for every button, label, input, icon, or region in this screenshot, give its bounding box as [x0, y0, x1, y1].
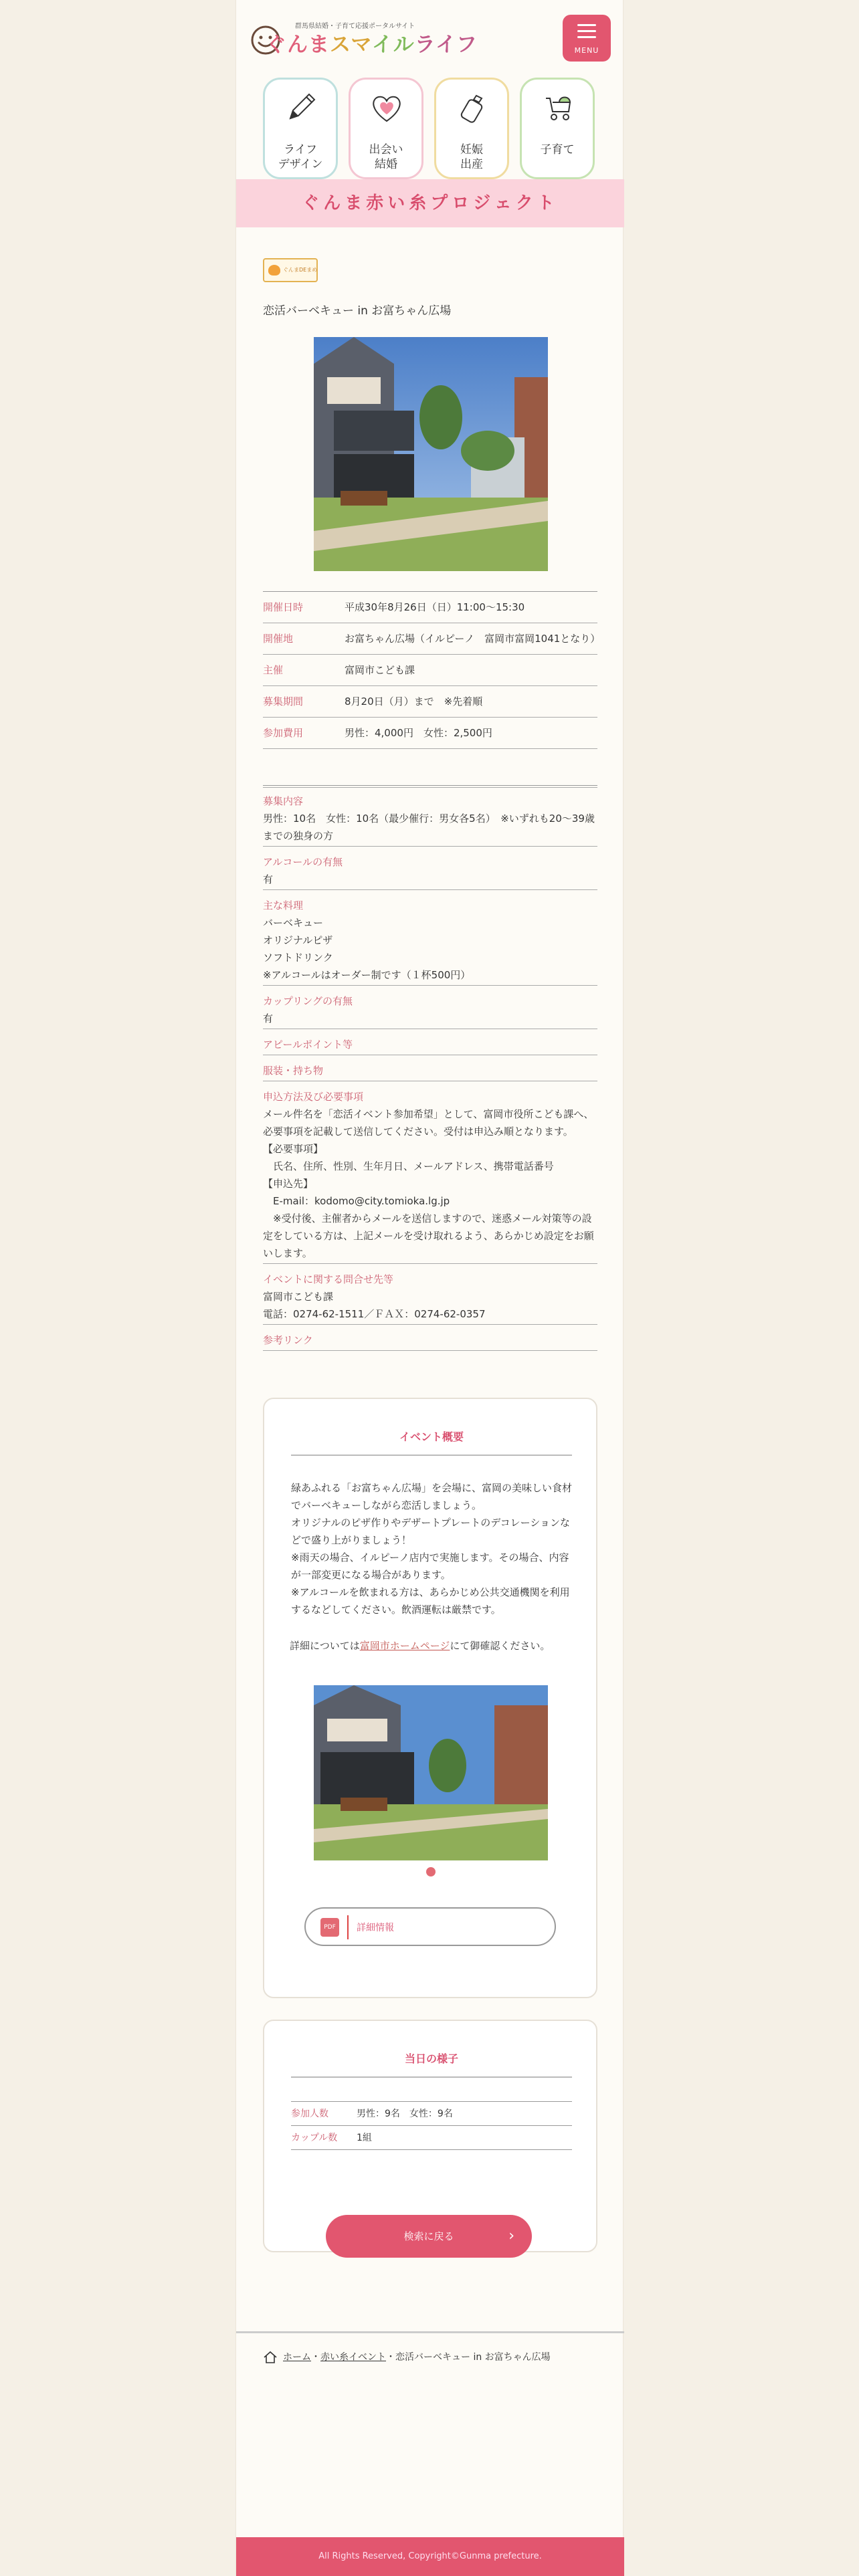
detail-prefix: 詳細については [290, 1640, 360, 1652]
category-label: ライフ デザイン [278, 143, 323, 171]
day-title: 当日の様子 [291, 2050, 572, 2078]
detail-block [263, 890, 597, 986]
detail-key: カップリングの有無 [263, 995, 353, 1007]
heart-icon [368, 89, 405, 126]
detail-block [263, 1325, 597, 1351]
detail-value: バーベキュー オリジナルピザ ソフトドリンク ※アルコールはオーダー制です（１杯500円） [263, 917, 471, 981]
logo-subtitle: 群馬県結婚・子育て応援ポータルサイト [295, 23, 415, 30]
detail-block [263, 986, 597, 1029]
pdf-detail-button[interactable] [304, 1907, 556, 1946]
site-header [236, 0, 624, 75]
detail-key: 募集内容 [263, 795, 304, 807]
detail-block [263, 1029, 597, 1055]
info-row [263, 718, 597, 749]
menu-button[interactable] [563, 15, 611, 62]
day-key: カップル数 [291, 2133, 338, 2143]
detail-key: イベントに関する問合せ先等 [263, 1273, 394, 1285]
detail-block [263, 786, 597, 847]
breadcrumb-sep: ・ [386, 2352, 395, 2363]
back-to-search-button[interactable] [326, 2215, 532, 2258]
info-row [263, 655, 597, 686]
logo-title-part4: ライフ [414, 33, 478, 57]
category-pregnancy[interactable] [434, 78, 509, 179]
overview-title: イベント概要 [291, 1428, 572, 1456]
breadcrumb [263, 2350, 551, 2365]
menu-label: MENU [574, 46, 599, 55]
category-nav [263, 78, 597, 179]
stroller-icon [539, 89, 577, 126]
logo-title-part2: スマ [330, 33, 372, 57]
breadcrumb-events[interactable]: 赤い糸イベント [320, 2352, 386, 2363]
event-info-table [263, 591, 601, 788]
day-row [291, 2126, 572, 2150]
event-details [263, 785, 597, 1351]
city-homepage-link[interactable]: 富岡市ホームページ [359, 1640, 450, 1652]
badge-text: ぐんまDEまめ [283, 267, 318, 273]
info-row-empty [263, 749, 597, 788]
category-label: 出会い 結婚 [369, 143, 403, 171]
detail-value: 有 [263, 873, 274, 885]
detail-key: アピールポイント等 [263, 1039, 353, 1051]
detail-block [263, 847, 597, 890]
info-value [345, 756, 597, 780]
detail-value: 男性：10名 女性：10名（最少催行：男女各5名） ※いずれも20～39歳までの独身の方 [263, 813, 595, 842]
info-key: 開催地 [263, 633, 294, 645]
info-key: 募集期間 [263, 695, 304, 708]
event-title: 恋活バーベキュー in お富ちゃん広場 [263, 304, 452, 318]
info-value: 平成30年8月26日（日）11:00～15:30 [345, 601, 525, 613]
pdf-label: 詳細情報 [357, 1923, 394, 1933]
detail-block [263, 1055, 597, 1081]
overview-photo [314, 1685, 548, 1860]
hamburger-icon [577, 24, 596, 42]
info-key: 開催日時 [263, 601, 304, 613]
pdf-icon: PDF [320, 1918, 339, 1937]
badge-icon [268, 265, 280, 276]
category-marriage[interactable] [349, 78, 423, 179]
pdf-separator [347, 1915, 349, 1939]
info-value: お富ちゃん広場（イルピーノ 富岡市富岡1041となり） [345, 633, 601, 645]
chevron-right-icon: › [508, 2228, 514, 2244]
detail-block [263, 1081, 597, 1264]
event-category-badge [263, 258, 318, 282]
back-label: 検索に戻る [403, 2230, 454, 2242]
detail-value: メール件名を「恋活イベント参加希望」として、富岡市役所こども課へ、必要事項を記載して送信してください。受付は申込み順となります。 【必要事項】 氏名、住所、性別、生年月日、メールアドレス、携帯電話番号 【申込先】 E-mail：kodomo@city.tomioka.lg.jp ※受付後、主催者からメールを送信しますので、迷惑メール対策等の設定をしている方は、上記メールを受け取れるよう、あらかじめ設定をお願いします。 [263, 1108, 594, 1259]
breadcrumb-sep: ・ [311, 2352, 320, 2363]
info-value: 8月20日（月）まで ※先着順 [345, 695, 483, 708]
info-row [263, 592, 597, 623]
info-row [263, 623, 601, 655]
day-value: 1組 [357, 2133, 372, 2143]
day-table [291, 2101, 572, 2150]
info-key: 主催 [263, 664, 284, 676]
info-key [263, 756, 345, 780]
info-key: 参加費用 [263, 727, 304, 739]
pencil-icon [282, 89, 320, 126]
category-life-design[interactable] [263, 78, 338, 179]
day-value: 男性：9名 女性：9名 [357, 2109, 453, 2119]
detail-block [263, 1264, 597, 1325]
logo-title-part1: ぐんま [266, 33, 330, 57]
detail-key: 参考リンク [263, 1334, 313, 1346]
detail-key: 主な料理 [263, 899, 304, 911]
day-key: 参加人数 [291, 2109, 328, 2119]
category-label: 妊娠 出産 [460, 143, 483, 171]
logo-title-part3: イル [371, 33, 415, 57]
home-icon[interactable] [263, 2350, 278, 2365]
info-row [263, 686, 597, 718]
detail-key: 申込方法及び必要事項 [263, 1091, 364, 1103]
detail-suffix: にて御確認ください。 [450, 1640, 551, 1652]
category-childcare[interactable] [520, 78, 595, 179]
overview-detail-line [290, 1638, 550, 1652]
breadcrumb-divider [236, 2331, 624, 2333]
detail-value: 富岡市こども課 電話：0274-62-1511／ＦＡＸ：0274-62-0357 [263, 1291, 486, 1320]
page [235, 0, 624, 2576]
logo-title [266, 27, 478, 58]
section-title: ぐんま赤い糸プロジェクト [236, 179, 624, 227]
detail-key: アルコールの有無 [263, 856, 343, 868]
category-label: 子育て [540, 143, 575, 156]
breadcrumb-current: 恋活バーベキュー in お富ちゃん広場 [395, 2352, 551, 2363]
site-logo[interactable] [250, 17, 478, 60]
info-value: 富岡市こども課 [345, 664, 415, 676]
day-row [291, 2102, 572, 2126]
baby-bottle-icon [454, 89, 491, 126]
footer-copyright: All Rights Reserved, Copyright©Gunma prefecture. [236, 2537, 624, 2576]
breadcrumb-home[interactable]: ホーム [283, 2352, 311, 2363]
event-photo [314, 337, 548, 571]
detail-value: 有 [263, 1012, 274, 1025]
info-value: 男性：4,000円 女性：2,500円 [345, 727, 492, 739]
carousel-dot[interactable] [426, 1867, 436, 1876]
detail-key: 服装・持ち物 [263, 1065, 324, 1077]
overview-body: 緑あふれる「お富ちゃん広場」を会場に、富岡の美味しい食材でバーベキューしながら恋活しましょう。 オリジナルのピザ作りやデザートプレートのデコレーションなどで盛り上がりましょう！ ※雨天の場合、イルピーノ店内で実施します。その場合、内容が一部変更になる場合があります。 ※アルコールを飲まれる方は、あらかじめ公共交通機関を利用するなどしてください。飲酒運転は厳禁です。 [291, 1482, 573, 1616]
